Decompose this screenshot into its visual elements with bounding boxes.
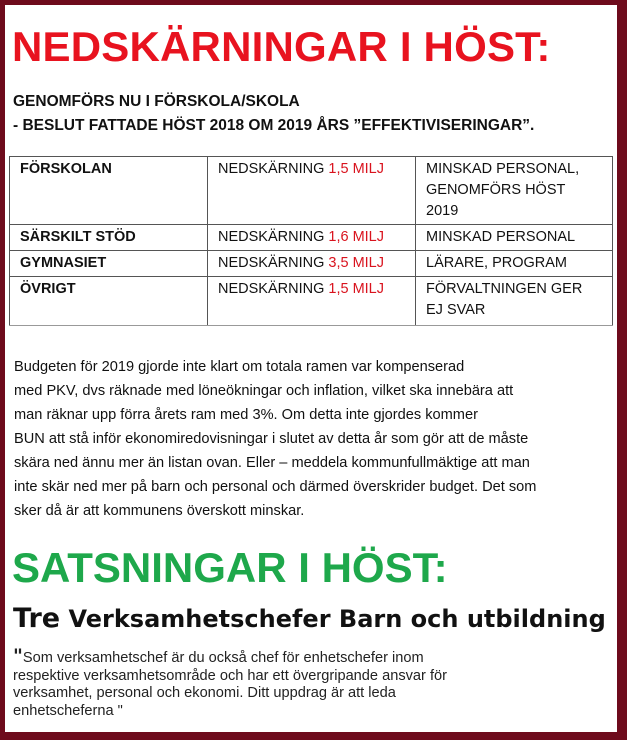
- quote-line: [13, 685, 609, 703]
- note-line: MINSKAD PERSONAL,: [426, 161, 580, 177]
- cut-amount: 1,5 MILJ: [328, 281, 384, 297]
- cuts-heading: NEDSKÄRNINGAR I HÖST:: [12, 23, 551, 70]
- quote-text: Som verksamhetschef är du också chef för enhetschefer inom: [22, 650, 424, 666]
- table-row: [10, 225, 613, 251]
- note-line: EJ SVAR: [426, 302, 486, 318]
- note-line: GENOMFÖRS HÖST: [426, 182, 566, 198]
- paragraph-line: skära ned ännu mer än listan ovan. Eller – meddela kommunfullmäktige att man: [14, 455, 530, 471]
- table-row: [10, 157, 613, 225]
- subtitle-line-1: GENOMFÖRS NU I FÖRSKOLA/SKOLA: [13, 93, 300, 110]
- area-cell: SÄRSKILT STÖD: [10, 225, 208, 251]
- note-cell: [416, 225, 613, 251]
- quote-line: [13, 703, 609, 721]
- paragraph-line: med PKV, dvs räknade med löneökningar och inflation, vilket ska innebära att: [14, 383, 514, 399]
- quote-close-mark: ": [117, 702, 123, 719]
- subheading-rest: Verksamhetschefer Barn och utbildning: [60, 605, 606, 633]
- budget-paragraph: [14, 355, 606, 523]
- area-cell: ÖVRIGT: [10, 277, 208, 326]
- note-line: MINSKAD PERSONAL: [426, 229, 576, 245]
- poster-page: [5, 5, 617, 732]
- cut-cell: [208, 251, 416, 277]
- cut-cell: [208, 277, 416, 326]
- quote-text: respektive verksamhetsområde och har ett övergripande ansvar för: [13, 667, 447, 684]
- quote-open-mark: ": [13, 645, 23, 667]
- cut-label: NEDSKÄRNING: [218, 161, 325, 177]
- area-cell: FÖRSKOLAN: [10, 157, 208, 225]
- note-cell: [416, 157, 613, 225]
- subtitle-line-2: - BESLUT FATTADE HÖST 2018 OM 2019 ÅRS ”EFFEKTIVISERINGAR”.: [13, 117, 535, 134]
- quote-line: [13, 668, 609, 686]
- paragraph-line: sker då är att kommunens överskott minskar.: [14, 503, 305, 519]
- note-cell: [416, 277, 613, 326]
- cut-amount: 3,5 MILJ: [328, 255, 384, 271]
- quote-text: verksamhet, personal och ekonomi. Ditt uppdrag är att leda: [13, 685, 396, 701]
- investments-heading: SATSNINGAR I HÖST:: [12, 544, 448, 591]
- area-cell: GYMNASIET: [10, 251, 208, 277]
- cut-label: NEDSKÄRNING: [218, 229, 325, 245]
- quote-text: enhetscheferna: [13, 702, 118, 719]
- cut-cell: [208, 225, 416, 251]
- paragraph-line: man räknar upp förra årets ram med 3%. Om detta inte gjordes kommer: [14, 407, 478, 423]
- cut-amount: 1,6 MILJ: [328, 229, 384, 245]
- cuts-table: [9, 156, 613, 326]
- paragraph-line: Budgeten för 2019 gjorde inte klart om totala ramen var kompenserad: [14, 359, 465, 375]
- paragraph-line: BUN att stå inför ekonomiredovisningar i slutet av detta år som gör att de måste: [14, 431, 529, 447]
- note-line: 2019: [426, 203, 459, 219]
- cut-cell: [208, 157, 416, 225]
- table-row: [10, 251, 613, 277]
- note-line: FÖRVALTNINGEN GER: [426, 281, 583, 297]
- subheading-word: Tre: [13, 603, 61, 634]
- note-cell: [416, 251, 613, 277]
- cut-label: NEDSKÄRNING: [218, 255, 325, 271]
- cut-amount: 1,5 MILJ: [328, 161, 384, 177]
- quote-line: [13, 645, 609, 668]
- table-row: [10, 277, 613, 326]
- job-description-quote: [13, 645, 609, 720]
- paragraph-line: inte skär ned mer på barn och personal och därmed överskrider budget. Det som: [14, 479, 537, 495]
- investments-subheading: [13, 603, 606, 635]
- note-line: LÄRARE, PROGRAM: [426, 255, 567, 271]
- cut-label: NEDSKÄRNING: [218, 281, 325, 297]
